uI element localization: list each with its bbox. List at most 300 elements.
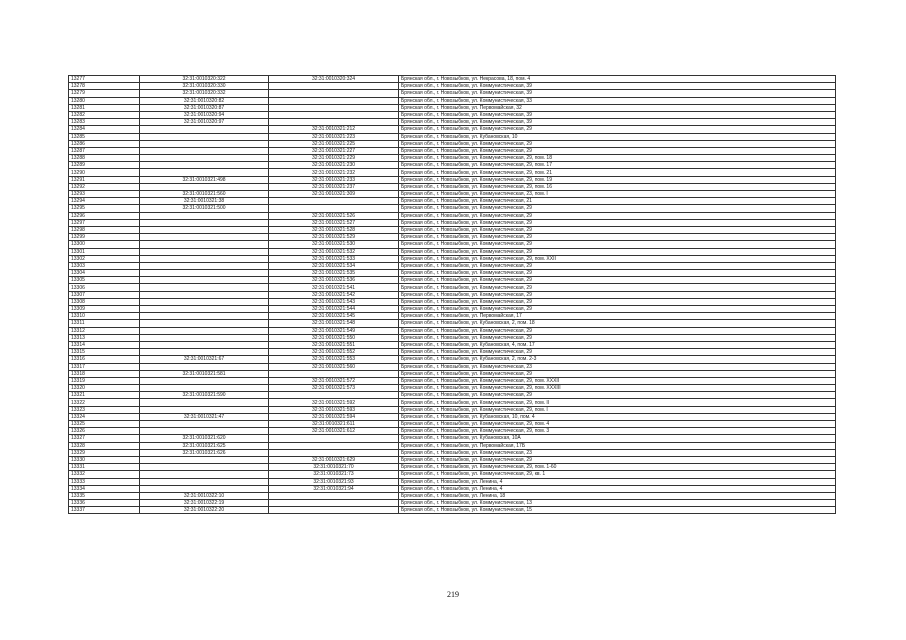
row-number-cell: 13296 — [69, 212, 140, 219]
table-row — [69, 191, 836, 198]
cadastral-number-building-cell — [140, 406, 269, 413]
row-number-cell: 13281 — [69, 104, 140, 111]
cadastral-number-premises-cell: 32:31:0010321:543 — [269, 298, 399, 305]
cadastral-number-building-cell — [140, 270, 269, 277]
cadastral-number-premises-cell — [269, 435, 399, 442]
cadastral-number-premises-cell: 32:31:0010321:534 — [269, 262, 399, 269]
cadastral-number-premises-cell — [269, 83, 399, 90]
address-cell: Брянская обл., г. Новозыбков, ул. Коммунистическая, 39 — [399, 111, 836, 118]
row-number-cell: 13328 — [69, 442, 140, 449]
cadastral-number-premises-cell: 32:31:0010321:532 — [269, 248, 399, 255]
cadastral-number-premises-cell: 32:31:0010321:612 — [269, 428, 399, 435]
address-cell: Брянская обл., г. Новозыбков, ул. Первомайская, 32 — [399, 104, 836, 111]
row-number-cell: 13303 — [69, 262, 140, 269]
cadastral-number-building-cell: 32:31:0010320:97 — [140, 119, 269, 126]
row-number-cell: 13332 — [69, 471, 140, 478]
address-cell: Брянская обл., г. Новозыбков, ул. Коммунистическая, 29, пом. XXII — [399, 255, 836, 262]
address-cell: Брянская обл., г. Новозыбков, ул. Коммунистическая, 29, пом. II — [399, 399, 836, 406]
cadastral-number-building-cell — [140, 421, 269, 428]
row-number-cell: 13286 — [69, 140, 140, 147]
address-cell: Брянская обл., г. Новозыбков, ул. Коммунистическая, 15 — [399, 507, 836, 514]
table-row — [69, 262, 836, 269]
table-row — [69, 327, 836, 334]
row-number-cell: 13323 — [69, 406, 140, 413]
table-row — [69, 406, 836, 413]
row-number-cell: 13302 — [69, 255, 140, 262]
cadastral-number-building-cell — [140, 485, 269, 492]
cadastral-number-building-cell — [140, 183, 269, 190]
address-cell: Брянская обл., г. Новозыбков, ул. Некрасова, 18, пом. 4 — [399, 76, 836, 83]
row-number-cell: 13329 — [69, 449, 140, 456]
cadastral-number-premises-cell: 32:31:0010321:535 — [269, 270, 399, 277]
table-row — [69, 435, 836, 442]
cadastral-number-premises-cell: 32:31:0010321:560 — [269, 363, 399, 370]
row-number-cell: 13283 — [69, 119, 140, 126]
cadastral-number-premises-cell: 32:31:0010321:73 — [269, 471, 399, 478]
address-cell: Брянская обл., г. Новозыбков, ул. Кубановская, 10А — [399, 435, 836, 442]
address-cell: Брянская обл., г. Новозыбков, ул. Коммунистическая, 29 — [399, 126, 836, 133]
row-number-cell: 13299 — [69, 234, 140, 241]
table-row — [69, 399, 836, 406]
row-number-cell: 13277 — [69, 76, 140, 83]
address-cell: Брянская обл., г. Новозыбков, ул. Коммунистическая, 21 — [399, 198, 836, 205]
address-cell: Брянская обл., г. Новозыбков, ул. Ленина, 18 — [399, 492, 836, 499]
cadastral-number-premises-cell: 32:31:0010321:93 — [269, 478, 399, 485]
address-cell: Брянская обл., г. Новозыбков, ул. Коммунистическая, 29 — [399, 334, 836, 341]
address-cell: Брянская обл., г. Новозыбков, ул. Коммунистическая, 29 — [399, 219, 836, 226]
address-cell: Брянская обл., г. Новозыбков, ул. Коммунистическая, 29 — [399, 234, 836, 241]
cadastral-number-building-cell: 32:31:0010320:332 — [140, 90, 269, 97]
cadastral-number-building-cell — [140, 478, 269, 485]
row-number-cell: 13313 — [69, 334, 140, 341]
page-number: 219 — [447, 590, 459, 599]
cadastral-number-premises-cell: 32:31:0010321:309 — [269, 191, 399, 198]
address-cell: Брянская обл., г. Новозыбков, ул. Кубановская, 10, пом. 4 — [399, 413, 836, 420]
table-row — [69, 270, 836, 277]
row-number-cell: 13293 — [69, 191, 140, 198]
cadastral-number-premises-cell: 32:31:0010321:70 — [269, 464, 399, 471]
row-number-cell: 13292 — [69, 183, 140, 190]
registry-table-body — [69, 76, 836, 514]
row-number-cell: 13316 — [69, 356, 140, 363]
address-cell: Брянская обл., г. Новозыбков, ул. Коммунистическая, 29 — [399, 392, 836, 399]
table-row — [69, 198, 836, 205]
cadastral-number-premises-cell — [269, 507, 399, 514]
table-row — [69, 111, 836, 118]
row-number-cell: 13337 — [69, 507, 140, 514]
row-number-cell: 13336 — [69, 500, 140, 507]
table-row — [69, 320, 836, 327]
cadastral-number-premises-cell — [269, 205, 399, 212]
address-cell: Брянская обл., г. Новозыбков, ул. Кубановская, 2, пом. 18 — [399, 320, 836, 327]
cadastral-number-building-cell — [140, 219, 269, 226]
cadastral-number-building-cell — [140, 428, 269, 435]
table-row — [69, 162, 836, 169]
cadastral-number-premises-cell: 32:31:0010321:237 — [269, 183, 399, 190]
address-cell: Брянская обл., г. Новозыбков, ул. Коммунистическая, 29 — [399, 241, 836, 248]
cadastral-number-premises-cell: 32:31:0010321:592 — [269, 399, 399, 406]
row-number-cell: 13300 — [69, 241, 140, 248]
cadastral-number-building-cell: 32:31:0010321:498 — [140, 176, 269, 183]
address-cell: Брянская обл., г. Новозыбков, ул. Коммунистическая, 29, пом. 18 — [399, 155, 836, 162]
cadastral-number-premises-cell: 32:31:0010321:230 — [269, 162, 399, 169]
cadastral-number-building-cell: 32:31:0010320:82 — [140, 97, 269, 104]
table-row — [69, 464, 836, 471]
cadastral-number-premises-cell: 32:31:0010321:550 — [269, 334, 399, 341]
cadastral-number-premises-cell: 32:31:0010321:533 — [269, 255, 399, 262]
table-row — [69, 241, 836, 248]
address-cell: Брянская обл., г. Новозыбков, ул. Коммунистическая, 39 — [399, 83, 836, 90]
table-row — [69, 341, 836, 348]
table-row — [69, 248, 836, 255]
cadastral-number-building-cell — [140, 140, 269, 147]
address-cell: Брянская обл., г. Новозыбков, ул. Коммунистическая, 29 — [399, 147, 836, 154]
row-number-cell: 13288 — [69, 155, 140, 162]
row-number-cell: 13289 — [69, 162, 140, 169]
table-row — [69, 90, 836, 97]
cadastral-number-premises-cell — [269, 492, 399, 499]
row-number-cell: 13327 — [69, 435, 140, 442]
cadastral-number-premises-cell — [269, 90, 399, 97]
address-cell: Брянская обл., г. Новозыбков, ул. Коммунистическая, 29 — [399, 349, 836, 356]
cadastral-number-premises-cell: 32:31:0010321:551 — [269, 341, 399, 348]
cadastral-number-building-cell — [140, 147, 269, 154]
cadastral-number-building-cell — [140, 320, 269, 327]
cadastral-number-building-cell — [140, 291, 269, 298]
row-number-cell: 13325 — [69, 421, 140, 428]
address-cell: Брянская обл., г. Новозыбков, ул. Коммунистическая, 13 — [399, 500, 836, 507]
address-cell: Брянская обл., г. Новозыбков, ул. Коммунистическая, 29 — [399, 226, 836, 233]
address-cell: Брянская обл., г. Новозыбков, ул. Кубановская, 10 — [399, 133, 836, 140]
cadastral-number-building-cell — [140, 162, 269, 169]
cadastral-number-building-cell: 32:31:0010321:560 — [140, 191, 269, 198]
table-row — [69, 449, 836, 456]
row-number-cell: 13319 — [69, 377, 140, 384]
cadastral-number-premises-cell: 32:31:0010321:225 — [269, 140, 399, 147]
cadastral-number-building-cell — [140, 169, 269, 176]
address-cell: Брянская обл., г. Новозыбков, ул. Кубановская, 4, пом. 17 — [399, 341, 836, 348]
address-cell: Брянская обл., г. Новозыбков, ул. Коммунистическая, 29 — [399, 248, 836, 255]
row-number-cell: 13297 — [69, 219, 140, 226]
address-cell: Брянская обл., г. Новозыбков, ул. Коммунистическая, 29 — [399, 291, 836, 298]
table-row — [69, 97, 836, 104]
address-cell: Брянская обл., г. Новозыбков, ул. Первомайская, 17 — [399, 313, 836, 320]
cadastral-number-premises-cell: 32:31:0010321:548 — [269, 320, 399, 327]
table-row — [69, 212, 836, 219]
table-row — [69, 392, 836, 399]
table-row — [69, 485, 836, 492]
cadastral-number-building-cell — [140, 226, 269, 233]
address-cell: Брянская обл., г. Новозыбков, ул. Коммунистическая, 29, пом. 21 — [399, 169, 836, 176]
row-number-cell: 13294 — [69, 198, 140, 205]
cadastral-number-building-cell — [140, 212, 269, 219]
row-number-cell: 13314 — [69, 341, 140, 348]
cadastral-number-building-cell: 32:31:0010321:67 — [140, 356, 269, 363]
cadastral-number-premises-cell: 32:31:0010321:553 — [269, 356, 399, 363]
row-number-cell: 13333 — [69, 478, 140, 485]
cadastral-number-premises-cell — [269, 111, 399, 118]
table-row — [69, 456, 836, 463]
address-cell: Брянская обл., г. Новозыбков, ул. Кубановская, 2, пом. 2-3 — [399, 356, 836, 363]
table-row — [69, 356, 836, 363]
cadastral-number-premises-cell — [269, 500, 399, 507]
row-number-cell: 13315 — [69, 349, 140, 356]
cadastral-number-building-cell — [140, 284, 269, 291]
cadastral-number-premises-cell: 32:31:0010321:530 — [269, 241, 399, 248]
cadastral-number-premises-cell: 32:31:0010321:541 — [269, 284, 399, 291]
row-number-cell: 13298 — [69, 226, 140, 233]
cadastral-number-building-cell: 32:31:0010321:581 — [140, 370, 269, 377]
cadastral-number-building-cell — [140, 306, 269, 313]
row-number-cell: 13320 — [69, 385, 140, 392]
table-row — [69, 226, 836, 233]
row-number-cell: 13321 — [69, 392, 140, 399]
row-number-cell: 13295 — [69, 205, 140, 212]
cadastral-number-premises-cell: 32:31:0010321:545 — [269, 313, 399, 320]
cadastral-number-building-cell — [140, 277, 269, 284]
table-row — [69, 507, 836, 514]
cadastral-number-building-cell — [140, 385, 269, 392]
row-number-cell: 13285 — [69, 133, 140, 140]
row-number-cell: 13310 — [69, 313, 140, 320]
table-row — [69, 385, 836, 392]
table-row — [69, 421, 836, 428]
cadastral-number-building-cell: 32:31:0010321:626 — [140, 449, 269, 456]
row-number-cell: 13305 — [69, 277, 140, 284]
row-number-cell: 13331 — [69, 464, 140, 471]
row-number-cell: 13330 — [69, 456, 140, 463]
cadastral-number-premises-cell: 32:31:0010321:227 — [269, 147, 399, 154]
cadastral-number-building-cell — [140, 248, 269, 255]
cadastral-number-building-cell: 32:31:0010320:330 — [140, 83, 269, 90]
table-row — [69, 119, 836, 126]
table-row — [69, 277, 836, 284]
cadastral-number-building-cell — [140, 126, 269, 133]
address-cell: Брянская обл., г. Новозыбков, ул. Коммунистическая, 29, пом. 17 — [399, 162, 836, 169]
cadastral-number-premises-cell: 32:31:0010321:542 — [269, 291, 399, 298]
table-row — [69, 298, 836, 305]
table-row — [69, 334, 836, 341]
table-row — [69, 500, 836, 507]
address-cell: Брянская обл., г. Новозыбков, ул. Коммунистическая, 29 — [399, 262, 836, 269]
table-row — [69, 471, 836, 478]
address-cell: Брянская обл., г. Новозыбков, ул. Коммунистическая, 33 — [399, 97, 836, 104]
address-cell: Брянская обл., г. Новозыбков, ул. Ленина, 4 — [399, 485, 836, 492]
row-number-cell: 13309 — [69, 306, 140, 313]
cadastral-number-premises-cell: 32:31:0010321:232 — [269, 169, 399, 176]
address-cell: Брянская обл., г. Новозыбков, ул. Коммунистическая, 29 — [399, 277, 836, 284]
cadastral-number-building-cell — [140, 241, 269, 248]
table-row — [69, 492, 836, 499]
cadastral-number-premises-cell: 32:31:0010321:526 — [269, 212, 399, 219]
cadastral-number-premises-cell: 32:31:0010320:324 — [269, 76, 399, 83]
cadastral-number-building-cell: 32:31:0010322:19 — [140, 500, 269, 507]
table-row — [69, 169, 836, 176]
cadastral-number-building-cell — [140, 133, 269, 140]
row-number-cell: 13291 — [69, 176, 140, 183]
row-number-cell: 13326 — [69, 428, 140, 435]
cadastral-number-building-cell — [140, 399, 269, 406]
table-row — [69, 76, 836, 83]
cadastral-number-premises-cell — [269, 370, 399, 377]
cadastral-number-premises-cell: 32:31:0010321:572 — [269, 377, 399, 384]
cadastral-number-building-cell: 32:31:0010321:38 — [140, 198, 269, 205]
address-cell: Брянская обл., г. Новозыбков, ул. Коммунистическая, 29, пом. XXXIII — [399, 385, 836, 392]
table-row — [69, 377, 836, 384]
table-row — [69, 313, 836, 320]
address-cell: Брянская обл., г. Новозыбков, ул. Коммунистическая, 39 — [399, 119, 836, 126]
row-number-cell: 13335 — [69, 492, 140, 499]
cadastral-number-premises-cell — [269, 449, 399, 456]
cadastral-number-premises-cell: 32:31:0010321:536 — [269, 277, 399, 284]
cadastral-number-premises-cell: 32:31:0010321:528 — [269, 226, 399, 233]
table-row — [69, 183, 836, 190]
address-cell: Брянская обл., г. Новозыбков, ул. Коммунистическая, 29 — [399, 370, 836, 377]
table-row — [69, 284, 836, 291]
address-cell: Брянская обл., г. Новозыбков, ул. Коммунистическая, 29, пом. 16 — [399, 183, 836, 190]
cadastral-number-building-cell — [140, 313, 269, 320]
cadastral-number-building-cell — [140, 255, 269, 262]
table-row — [69, 133, 836, 140]
table-row — [69, 234, 836, 241]
table-row — [69, 176, 836, 183]
row-number-cell: 13307 — [69, 291, 140, 298]
table-row — [69, 478, 836, 485]
address-cell: Брянская обл., г. Новозыбков, ул. Коммунистическая, 23, пом. I — [399, 191, 836, 198]
row-number-cell: 13290 — [69, 169, 140, 176]
cadastral-number-building-cell: 32:31:0010321:620 — [140, 435, 269, 442]
address-cell: Брянская обл., г. Новозыбков, ул. Коммунистическая, 29, пом. 3 — [399, 428, 836, 435]
address-cell: Брянская обл., г. Новозыбков, ул. Коммунистическая, 23 — [399, 449, 836, 456]
cadastral-number-premises-cell — [269, 104, 399, 111]
address-cell: Брянская обл., г. Новозыбков, ул. Первомайская, 17Б — [399, 442, 836, 449]
table-row — [69, 306, 836, 313]
table-row — [69, 363, 836, 370]
row-number-cell: 13306 — [69, 284, 140, 291]
cadastral-number-premises-cell — [269, 198, 399, 205]
table-row — [69, 428, 836, 435]
row-number-cell: 13311 — [69, 320, 140, 327]
address-cell: Брянская обл., г. Новозыбков, ул. Коммунистическая, 29 — [399, 284, 836, 291]
address-cell: Брянская обл., г. Новозыбков, ул. Коммунистическая, 29 — [399, 327, 836, 334]
table-row — [69, 255, 836, 262]
address-cell: Брянская обл., г. Новозыбков, ул. Коммунистическая, 29 — [399, 306, 836, 313]
cadastral-number-building-cell: 32:31:0010320:87 — [140, 104, 269, 111]
address-cell: Брянская обл., г. Новозыбков, ул. Коммунистическая, 39 — [399, 90, 836, 97]
table-row — [69, 205, 836, 212]
row-number-cell: 13312 — [69, 327, 140, 334]
table-row — [69, 140, 836, 147]
row-number-cell: 13301 — [69, 248, 140, 255]
row-number-cell: 13284 — [69, 126, 140, 133]
cadastral-number-building-cell — [140, 471, 269, 478]
cadastral-number-building-cell — [140, 456, 269, 463]
table-row — [69, 104, 836, 111]
table-row — [69, 370, 836, 377]
row-number-cell: 13287 — [69, 147, 140, 154]
address-cell: Брянская обл., г. Новозыбков, ул. Коммунистическая, 29 — [399, 212, 836, 219]
table-row — [69, 147, 836, 154]
cadastral-number-building-cell: 32:31:0010320:322 — [140, 76, 269, 83]
cadastral-number-building-cell: 32:31:0010322:10 — [140, 492, 269, 499]
cadastral-number-premises-cell: 32:31:0010321:529 — [269, 234, 399, 241]
cadastral-number-building-cell: 32:31:0010321:500 — [140, 205, 269, 212]
cadastral-number-building-cell: 32:31:0010321:47 — [140, 413, 269, 420]
row-number-cell: 13280 — [69, 97, 140, 104]
table-row — [69, 219, 836, 226]
row-number-cell: 13279 — [69, 90, 140, 97]
cadastral-number-premises-cell — [269, 97, 399, 104]
address-cell: Брянская обл., г. Новозыбков, ул. Коммунистическая, 29 — [399, 298, 836, 305]
row-number-cell: 13304 — [69, 270, 140, 277]
cadastral-number-building-cell — [140, 334, 269, 341]
cadastral-number-premises-cell: 32:31:0010321:629 — [269, 456, 399, 463]
cadastral-number-building-cell: 32:31:0010320:94 — [140, 111, 269, 118]
address-cell: Брянская обл., г. Новозыбков, ул. Коммунистическая, 29 — [399, 456, 836, 463]
cadastral-number-building-cell — [140, 262, 269, 269]
cadastral-number-building-cell: 32:31:0010321:625 — [140, 442, 269, 449]
address-cell: Брянская обл., г. Новозыбков, ул. Коммунистическая, 29 — [399, 140, 836, 147]
cadastral-number-building-cell — [140, 464, 269, 471]
cadastral-number-premises-cell: 32:31:0010321:212 — [269, 126, 399, 133]
cadastral-number-premises-cell: 32:31:0010321:593 — [269, 406, 399, 413]
table-row — [69, 291, 836, 298]
table-row — [69, 155, 836, 162]
cadastral-number-premises-cell: 32:31:0010321:544 — [269, 306, 399, 313]
cadastral-number-building-cell — [140, 298, 269, 305]
table-row — [69, 442, 836, 449]
row-number-cell: 13308 — [69, 298, 140, 305]
table-row — [69, 349, 836, 356]
address-cell: Брянская обл., г. Новозыбков, ул. Коммунистическая, 29 — [399, 270, 836, 277]
cadastral-number-building-cell: 32:31:0010321:590 — [140, 392, 269, 399]
row-number-cell: 13324 — [69, 413, 140, 420]
registry-table — [68, 75, 836, 514]
cadastral-number-building-cell — [140, 363, 269, 370]
table-row — [69, 413, 836, 420]
address-cell: Брянская обл., г. Новозыбков, ул. Коммунистическая, 23 — [399, 363, 836, 370]
address-cell: Брянская обл., г. Новозыбков, ул. Коммунистическая, 29, пом. 1-60 — [399, 464, 836, 471]
cadastral-number-premises-cell: 32:31:0010321:611 — [269, 421, 399, 428]
cadastral-number-building-cell — [140, 349, 269, 356]
cadastral-number-premises-cell — [269, 392, 399, 399]
row-number-cell: 13278 — [69, 83, 140, 90]
address-cell: Брянская обл., г. Новозыбков, ул. Коммунистическая, 29, пом. 4 — [399, 421, 836, 428]
cadastral-number-premises-cell: 32:31:0010321:223 — [269, 133, 399, 140]
row-number-cell: 13282 — [69, 111, 140, 118]
cadastral-number-premises-cell — [269, 442, 399, 449]
row-number-cell: 13322 — [69, 399, 140, 406]
address-cell: Брянская обл., г. Новозыбков, ул. Коммунистическая, 29 — [399, 205, 836, 212]
cadastral-number-premises-cell: 32:31:0010321:552 — [269, 349, 399, 356]
cadastral-number-premises-cell: 32:31:0010321:527 — [269, 219, 399, 226]
cadastral-number-building-cell — [140, 377, 269, 384]
cadastral-number-building-cell — [140, 155, 269, 162]
cadastral-number-premises-cell: 32:31:0010321:233 — [269, 176, 399, 183]
cadastral-number-premises-cell: 32:31:0010321:594 — [269, 413, 399, 420]
cadastral-number-premises-cell: 32:31:0010321:94 — [269, 485, 399, 492]
address-cell: Брянская обл., г. Новозыбков, ул. Коммунистическая, 29, кв. 1 — [399, 471, 836, 478]
cadastral-number-premises-cell: 32:31:0010321:549 — [269, 327, 399, 334]
cadastral-number-building-cell: 32:31:0010322:20 — [140, 507, 269, 514]
cadastral-number-building-cell — [140, 327, 269, 334]
cadastral-number-premises-cell: 32:31:0010321:573 — [269, 385, 399, 392]
row-number-cell: 13318 — [69, 370, 140, 377]
cadastral-number-building-cell — [140, 341, 269, 348]
address-cell: Брянская обл., г. Новозыбков, ул. Коммунистическая, 29, пом. I — [399, 406, 836, 413]
address-cell: Брянская обл., г. Новозыбков, ул. Ленина, 4 — [399, 478, 836, 485]
cadastral-number-premises-cell — [269, 119, 399, 126]
